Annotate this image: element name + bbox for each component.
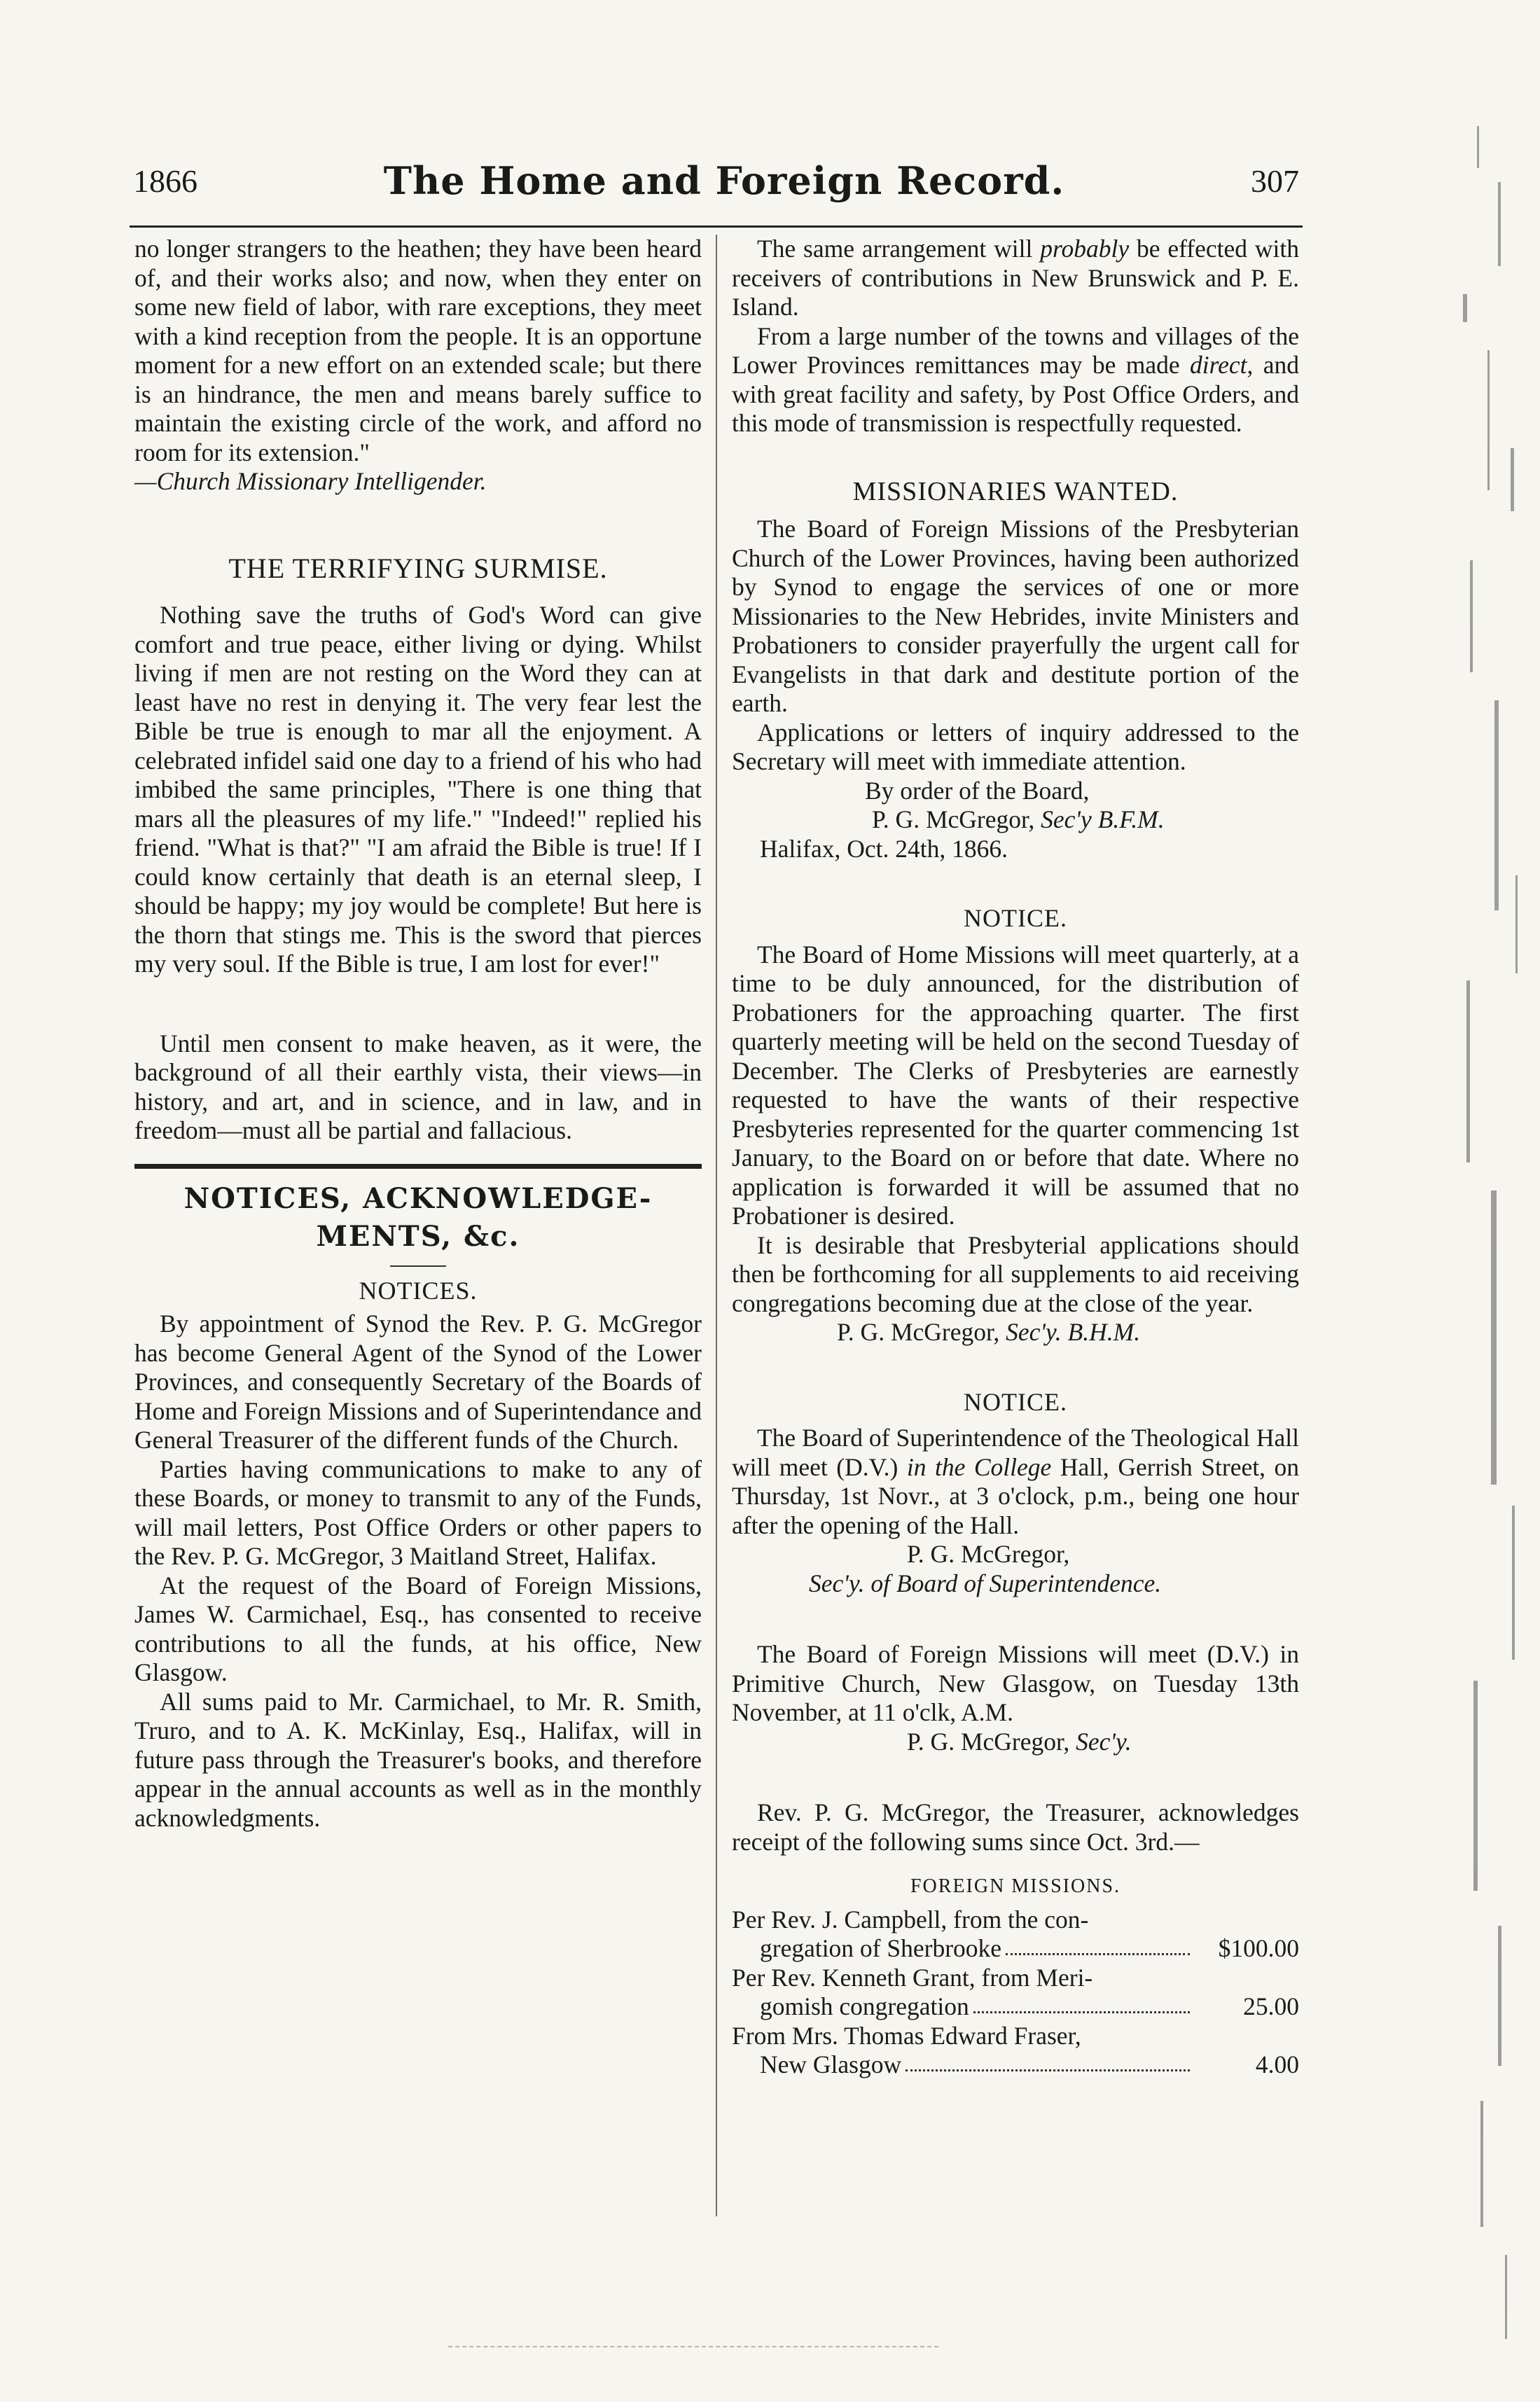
intro-paragraph: no longer strangers to the heathen; they have been heard of, and their works also; and now, when they enter on some new field of labor, with rare exceptions, they meet with a kind reception from the people. It is an opportune moment for a new effort on an extended scale; but there is an hindrance, the men and means barely suffice to maintain the existing circle of the work, and afford no room for its extension." [134,235,702,466]
notice-3-paragraph: The Board of Foreign Missions will meet (D.V.) in Primitive Church, New Glasgow, on Tuesday 13th November, at 11 o'clk, A.M. [732,1640,1299,1726]
entry-line-1: From Mrs. Thomas Edward Fraser, [732,2021,1081,2050]
year: 1866 [133,162,197,199]
column-divider [716,235,717,2216]
entry-line-2: New Glasgow 4.00 [760,2050,1299,2078]
right-column [732,235,1299,2080]
notice-2-signature-name: P. G. McGregor, [907,1540,1070,1568]
header-rule [130,225,1303,228]
foreign-missions-heading: FOREIGN MISSIONS. [910,1875,1121,1897]
entry-amount: 25.00 [1243,1992,1299,2020]
surmise-paragraph-2: Until men consent to make heaven, as it were, the background of all their earthly vista, their views—in history, and art, and in science, and in law, and in freedom—must all be partial and fallacious. [134,1029,702,1144]
scan-edge-noise [1449,0,1540,2402]
notice-1-title: NOTICE. [964,904,1067,932]
entry-line-1: Per Rev. J. Campbell, from the con- [732,1905,1089,1934]
notices-subtitle: NOTICES. [359,1276,478,1305]
notice-1-paragraph-2: It is desirable that Presbyterial applications should then be forthcoming for all supplements to aid receiving congregations becoming due at the close of the year. [732,1230,1299,1317]
treasurer-paragraph: Rev. P. G. McGregor, the Treasurer, acknowledges receipt of the following sums since Oct. 3rd.— [732,1798,1299,1856]
spacer [732,1756,1299,1798]
wanted-signature: P. G. McGregor, Sec'y B.F.M. [872,805,1165,833]
intro-citation: —Church Missionary Intelligender. [134,467,487,495]
leader-dots [906,2050,1190,2071]
notice-3-signature: P. G. McGregor, Sec'y. [907,1727,1132,1756]
short-rule [390,1265,446,1267]
spacer [732,1598,1299,1640]
arrangement-paragraph-1: The same arrangement will probably be effected with receivers of contributions in New Brunswick and P. E. Island. [732,235,1299,321]
left-column [134,235,702,1833]
entry-line-2: gomish congregation 25.00 [760,1992,1299,2020]
notice-1-signature: P. G. McGregor, Sec'y. B.H.M. [837,1318,1141,1346]
wanted-paragraph-2: Applications or letters of inquiry addressed to the Secretary will meet with immediate attention. [732,718,1299,775]
running-head [133,153,1299,209]
surmise-paragraph-1: Nothing save the truths of God's Word can give comfort and true peace, either living or dying. Whilst living if men are not resting on the Word they can at least have no rest in denying it. The very fear lest the Bible be true is enough to mar all the enjoyment. A celebrated infidel said one day to a friend of his who had imbibed the same principles, "There is one thing that mars all the pleasures of my life." "Indeed!" replied his friend. "What is that?" "I am afraid the Bible is true! If I could know certainly that death is an eternal sleep, I should be happy; my joy would be complete! But here is the thorn that stings me. This is the sword that pierces my very soul. If the Bible is true, I am lost for ever!" [134,601,702,978]
journal-title: The Home and Foreign Record. [383,158,1065,203]
leader-dots [973,1992,1190,2013]
notices-paragraph-2: Parties having communications to make to any of these Boards, or money to transmit to any of the Funds, will mail letters, Post Office Orders or other papers to the Rev. P. G. McGregor, 3 Maitland Street, Halifax. [134,1455,702,1570]
bottom-scan-marks [448,2346,938,2354]
notices-paragraph-4: All sums paid to Mr. Carmichael, to Mr. R. Smith, Truro, and to A. K. McKinlay, Esq., Halifax, will in future pass through the Treasurer's books, and therefore appear in the annual accounts as well as in the monthly acknowledgments. [134,1687,702,1832]
acknowledgment-entry [732,1905,1299,1964]
wanted-date: Halifax, Oct. 24th, 1866. [760,834,1008,863]
spacer [134,979,702,1029]
leader-dots [1006,1934,1190,1955]
acknowledgment-entry [732,2022,1299,2080]
entry-line-2: gregation of Sherbrooke $100.00 [760,1934,1299,1962]
notices-paragraph-3: At the request of the Board of Foreign Missions, James W. Carmichael, Esq., has consented to receive contributions to all the funds, at his office, New Glasgow. [134,1571,702,1686]
notice-2-title: NOTICE. [964,1387,1067,1416]
wanted-paragraph-1: The Board of Foreign Missions of the Presbyterian Church of the Lower Provinces, having been authorized by Synod to engage the services of one or more Missionaries to the New Hebrides, invite Ministers and Probationers to consider prayerfully the urgent call for Evangelists in that dark and destitute portion of the earth. [732,515,1299,717]
surmise-title: THE TERRIFYING SURMISE. [228,552,608,584]
notices-paragraph-1: By appointment of Synod the Rev. P. G. McGregor has become General Agent of the Synod of the Lower Provinces, and consequently Secretary of the Boards of Home and Foreign Missions and of Superintendance and General Treasurer of the different funds of the Church. [134,1310,702,1454]
notice-1-paragraph-1: The Board of Home Missions will meet quarterly, at a time to be duly announced, for the distribution of Probationers for the approaching quarter. The first quarterly meeting will be held on the second Tuesday of December. The Clerks of Presbyteries are earnestly requested to have the wants of their respective Presbyteries represented for the quarter commencing 1st January, to the Board on or before that date. Where no application is forwarded it will be assumed that no Probationer is desired. [732,940,1299,1230]
notices-title: NOTICES, ACKNOWLEDGE-MENTS, &c. [183,1181,653,1253]
entry-amount: 4.00 [1255,2050,1299,2078]
wanted-order: By order of the Board, [865,776,1090,805]
acknowledgment-entry [732,1964,1299,2022]
page-number: 307 [1250,162,1299,199]
notice-2-signature-title: Sec'y. of Board of Superintendence. [809,1569,1162,1597]
arrangement-paragraph-2: From a large number of the towns and villages of the Lower Provinces remittances may be made direct, and with great facility and safety, by Post Office Orders, and this mode of transmission is respectfully requested. [732,321,1299,437]
missionaries-wanted-title: MISSIONARIES WANTED. [852,476,1179,506]
entry-amount: $100.00 [1218,1934,1299,1962]
entry-line-1: Per Rev. Kenneth Grant, from Meri- [732,1963,1093,1992]
notice-2-paragraph: The Board of Superintendence of the Theological Hall will meet (D.V.) in the College Hall, Gerrish Street, on Thursday, 1st Novr., at 3 o'clock, p.m., being one hour after the opening of the Hall. [732,1424,1299,1539]
section-rule [134,1164,702,1169]
